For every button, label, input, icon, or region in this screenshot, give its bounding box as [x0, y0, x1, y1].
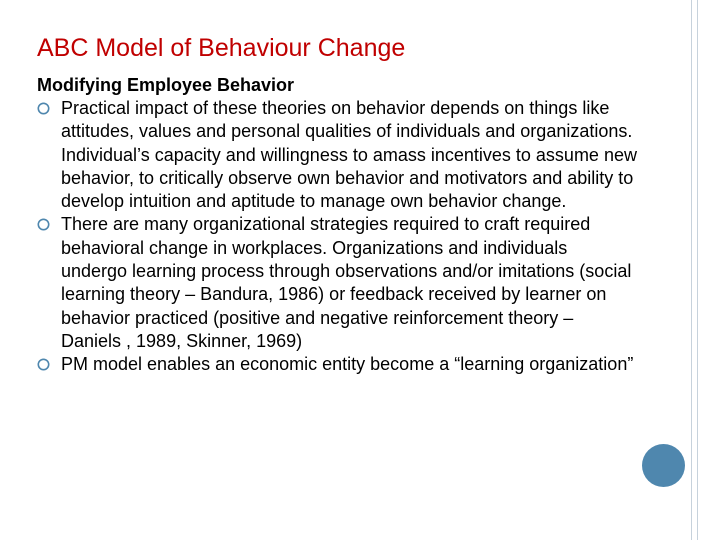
bullet-text: Practical impact of these theories on behavior depends on things like attitudes, values and personal qualities of individuals and organizations. Individual’s capacity and willingness to amass incentives to assume new behavior, to critically observe own behavior and motivators and ability to develop intuition and aptitude to manage own behavior change. [61, 98, 637, 212]
list-item [37, 97, 637, 213]
circle-bullet-icon [37, 218, 50, 231]
slide-content [37, 74, 637, 377]
circle-bullet-icon [37, 102, 50, 115]
bullet-list [37, 97, 637, 377]
bullet-text: PM model enables an economic entity become a “learning organization” [61, 354, 634, 375]
right-border-line [697, 0, 698, 540]
circle-bullet-icon [37, 358, 50, 371]
section-heading: Modifying Employee Behavior [37, 75, 295, 95]
list-item [37, 213, 637, 353]
decorative-circle [642, 444, 685, 487]
list-item [37, 353, 637, 376]
right-border-line [691, 0, 692, 540]
bullet-text: There are many organizational strategies required to craft required behavioral change in workplaces. Organizations and individuals undergo learning process through observations and/or imitations (social learning theory – Bandura, 1986) or feedback received by learner on behavior practiced (positive and negative reinforcement theory – Daniels , 1989, Skinner, 1969) [61, 214, 632, 351]
slide-title: ABC Model of Behaviour Change [37, 34, 406, 62]
